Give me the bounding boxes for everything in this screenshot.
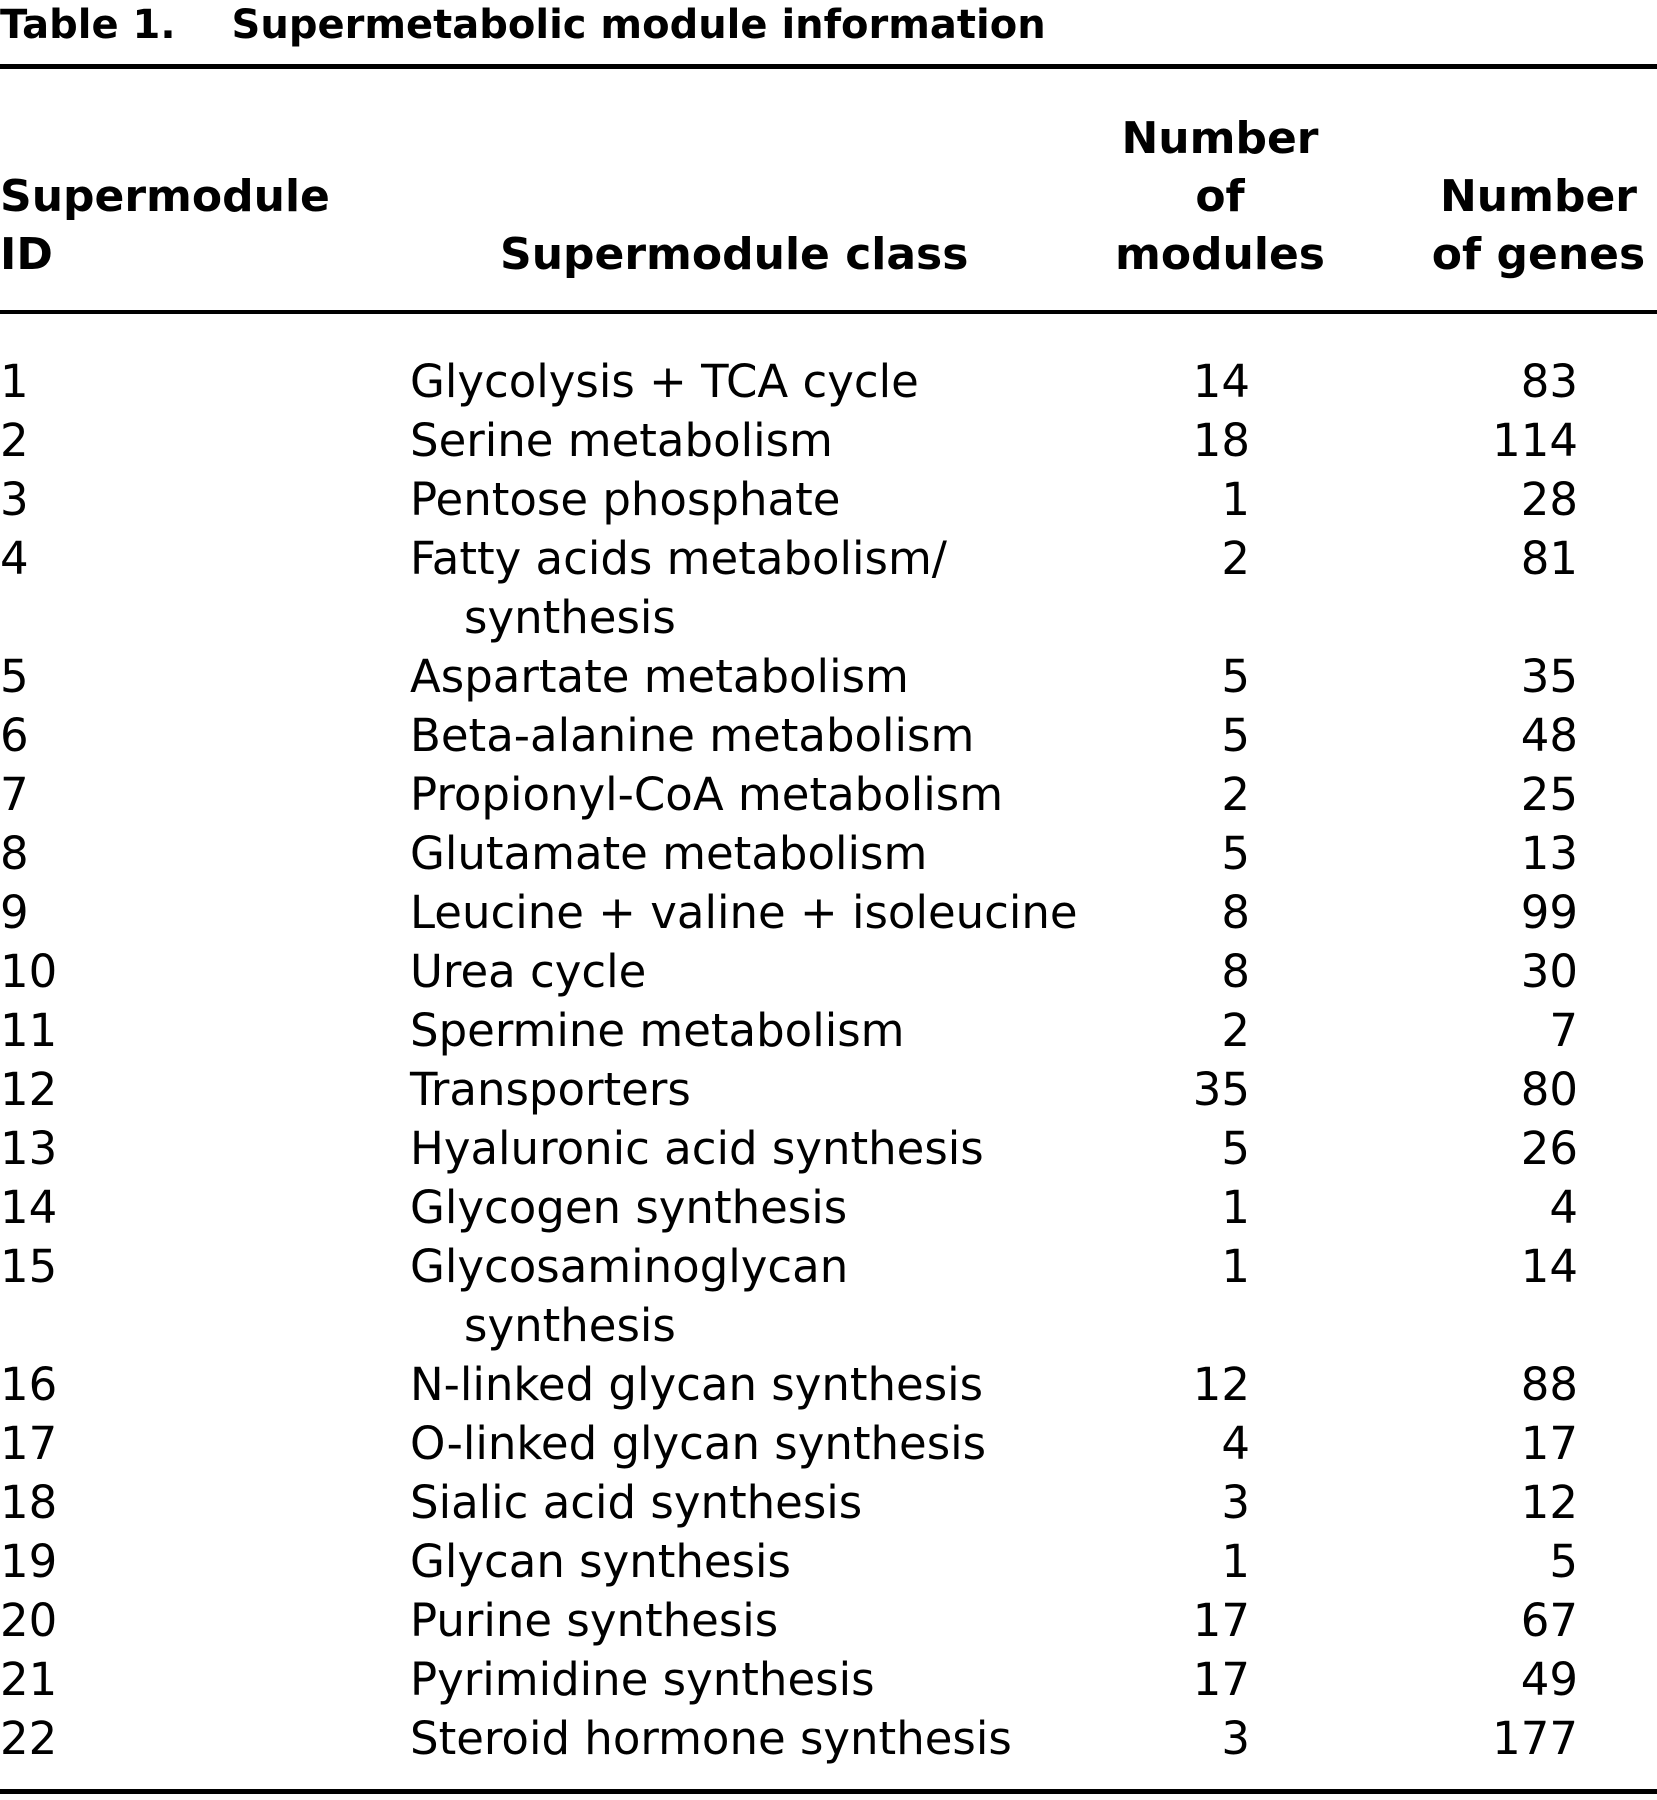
cell-number-of-genes: 67: [1520, 1594, 1578, 1647]
cell-number-of-genes: 99: [1520, 886, 1578, 939]
cell-class-line: Beta-alanine metabolism: [410, 709, 975, 762]
cell-number-of-modules: 5: [1221, 650, 1250, 703]
cell-supermodule-id: 2: [0, 414, 29, 467]
table-caption: [0, 0, 1046, 50]
cell-number-of-genes: 7: [1549, 1004, 1578, 1057]
cell-supermodule-class: [410, 765, 1100, 824]
cell-number-of-genes: 4: [1549, 1181, 1578, 1234]
cell-number-of-modules: 1: [1221, 473, 1250, 526]
table-row: [0, 1060, 1657, 1119]
cell-supermodule-id: 1: [0, 355, 29, 408]
cell-number-of-genes: 25: [1520, 768, 1578, 821]
cell-supermodule-id: 5: [0, 650, 29, 703]
table-row: [0, 883, 1657, 942]
cell-number-of-modules: 5: [1221, 709, 1250, 762]
cell-supermodule-class: [410, 1119, 1100, 1178]
cell-class-line: Sialic acid synthesis: [410, 1476, 863, 1529]
cell-number-of-modules: 8: [1221, 945, 1250, 998]
cell-number-of-genes: 114: [1492, 414, 1578, 467]
header-number-of-modules: [1110, 110, 1330, 284]
cell-class-line: synthesis: [464, 591, 676, 644]
cell-class-line: synthesis: [464, 1299, 676, 1352]
cell-supermodule-id: 13: [0, 1122, 58, 1175]
cell-class-line: Aspartate metabolism: [410, 650, 909, 703]
cell-number-of-genes: 49: [1520, 1653, 1578, 1706]
cell-number-of-modules: 8: [1221, 886, 1250, 939]
table-body: [0, 352, 1657, 1768]
cell-supermodule-class: [410, 1178, 1100, 1237]
cell-class-line: Glycogen synthesis: [410, 1181, 848, 1234]
cell-number-of-modules: 1: [1221, 1181, 1250, 1234]
cell-number-of-genes: 26: [1520, 1122, 1578, 1175]
table-row: [0, 1709, 1657, 1768]
cell-supermodule-class: [410, 1650, 1100, 1709]
cell-supermodule-id: 3: [0, 473, 29, 526]
cell-supermodule-class: [410, 1532, 1100, 1591]
cell-supermodule-class: [410, 1355, 1100, 1414]
header-text: Number: [1439, 171, 1638, 222]
cell-class-line: Propionyl-CoA metabolism: [410, 768, 1004, 821]
cell-number-of-modules: 2: [1221, 532, 1250, 585]
cell-class-line: Leucine + valine + isoleucine: [410, 886, 1078, 939]
cell-supermodule-class: [410, 1709, 1100, 1768]
cell-supermodule-class: [410, 1237, 1100, 1355]
table-row: [0, 352, 1657, 411]
cell-supermodule-id: 19: [0, 1535, 58, 1588]
cell-number-of-genes: 13: [1520, 827, 1578, 880]
table-row: [0, 1001, 1657, 1060]
table-row: [0, 529, 1657, 647]
cell-supermodule-class: [410, 1473, 1100, 1532]
cell-class-line: Spermine metabolism: [410, 1004, 905, 1057]
cell-supermodule-id: 4: [0, 532, 29, 585]
table-header: [0, 104, 1657, 284]
header-rule: [0, 310, 1657, 314]
cell-number-of-genes: 28: [1520, 473, 1578, 526]
bottom-rule: [0, 1789, 1657, 1794]
table-row: [0, 706, 1657, 765]
cell-number-of-modules: 1: [1221, 1535, 1250, 1588]
cell-number-of-modules: 18: [1192, 414, 1250, 467]
header-text: of: [1195, 171, 1245, 222]
cell-number-of-genes: 177: [1492, 1712, 1578, 1765]
cell-number-of-modules: 12: [1192, 1358, 1250, 1411]
cell-supermodule-class: [410, 1414, 1100, 1473]
cell-supermodule-id: 20: [0, 1594, 58, 1647]
cell-supermodule-id: 10: [0, 945, 58, 998]
header-supermodule-class: [500, 226, 968, 284]
header-supermodule-id: [0, 168, 330, 284]
cell-number-of-modules: 17: [1192, 1653, 1250, 1706]
cell-number-of-genes: 83: [1520, 355, 1578, 408]
cell-class-line: Pyrimidine synthesis: [410, 1653, 875, 1706]
cell-class-line: Steroid hormone synthesis: [410, 1712, 1012, 1765]
table-row: [0, 1355, 1657, 1414]
table-row: [0, 824, 1657, 883]
cell-class-line: Glycan synthesis: [410, 1535, 791, 1588]
cell-supermodule-class: [410, 647, 1100, 706]
cell-number-of-modules: 17: [1192, 1594, 1250, 1647]
cell-supermodule-class: [410, 706, 1100, 765]
header-text: Supermodule class: [500, 229, 969, 280]
cell-supermodule-id: 8: [0, 827, 29, 880]
cell-supermodule-class: [410, 1060, 1100, 1119]
cell-number-of-genes: 88: [1520, 1358, 1578, 1411]
header-text: modules: [1114, 229, 1325, 280]
table-row: [0, 1237, 1657, 1355]
header-text: Number: [1121, 113, 1319, 164]
cell-class-line: Pentose phosphate: [410, 473, 841, 526]
cell-number-of-modules: 5: [1221, 827, 1250, 880]
cell-number-of-genes: 14: [1520, 1240, 1578, 1293]
cell-supermodule-class: [410, 824, 1100, 883]
table-row: [0, 1178, 1657, 1237]
cell-class-line: Glutamate metabolism: [410, 827, 928, 880]
top-rule: [0, 64, 1657, 69]
cell-class-line: Urea cycle: [410, 945, 647, 998]
table-row: [0, 1650, 1657, 1709]
table-row: [0, 1532, 1657, 1591]
table-row: [0, 647, 1657, 706]
cell-number-of-modules: 3: [1221, 1476, 1250, 1529]
cell-supermodule-class: [410, 529, 1100, 647]
table-row: [0, 1473, 1657, 1532]
cell-number-of-genes: 5: [1549, 1535, 1578, 1588]
cell-number-of-modules: 35: [1192, 1063, 1250, 1116]
cell-class-line: Purine synthesis: [410, 1594, 779, 1647]
cell-supermodule-id: 11: [0, 1004, 58, 1057]
cell-supermodule-id: 18: [0, 1476, 58, 1529]
cell-class-line: Glycolysis + TCA cycle: [410, 355, 919, 408]
cell-supermodule-class: [410, 1591, 1100, 1650]
cell-number-of-genes: 35: [1520, 650, 1578, 703]
cell-supermodule-id: 6: [0, 709, 29, 762]
table-row: [0, 765, 1657, 824]
cell-supermodule-id: 7: [0, 768, 29, 821]
cell-supermodule-class: [410, 883, 1100, 942]
table-row: [0, 1591, 1657, 1650]
cell-supermodule-id: 15: [0, 1240, 58, 1293]
cell-class-line: O-linked glycan synthesis: [410, 1417, 987, 1470]
caption-title: Supermetabolic module information: [231, 2, 1046, 48]
header-number-of-genes: [1420, 168, 1657, 284]
cell-number-of-modules: 4: [1221, 1417, 1250, 1470]
cell-number-of-genes: 48: [1520, 709, 1578, 762]
cell-class-line: N-linked glycan synthesis: [410, 1358, 984, 1411]
cell-class-line: Glycosaminoglycan: [410, 1240, 849, 1293]
cell-number-of-genes: 80: [1520, 1063, 1578, 1116]
cell-supermodule-id: 16: [0, 1358, 58, 1411]
cell-class-line: Serine metabolism: [410, 414, 833, 467]
cell-number-of-genes: 30: [1520, 945, 1578, 998]
cell-class-line: Transporters: [410, 1063, 691, 1116]
cell-supermodule-class: [410, 470, 1100, 529]
cell-number-of-modules: 2: [1221, 1004, 1250, 1057]
cell-supermodule-class: [410, 352, 1100, 411]
header-text: ID: [0, 229, 53, 280]
table-row: [0, 1414, 1657, 1473]
cell-supermodule-id: 9: [0, 886, 29, 939]
cell-class-line: Hyaluronic acid synthesis: [410, 1122, 984, 1175]
cell-supermodule-id: 12: [0, 1063, 58, 1116]
cell-supermodule-class: [410, 411, 1100, 470]
table-row: [0, 942, 1657, 1001]
cell-number-of-modules: 14: [1192, 355, 1250, 408]
cell-class-line: Fatty acids metabolism/: [410, 532, 947, 585]
cell-number-of-modules: 3: [1221, 1712, 1250, 1765]
table-row: [0, 1119, 1657, 1178]
header-text: Supermodule: [0, 171, 330, 222]
cell-supermodule-id: 21: [0, 1653, 58, 1706]
cell-number-of-modules: 1: [1221, 1240, 1250, 1293]
table-row: [0, 470, 1657, 529]
cell-supermodule-class: [410, 1001, 1100, 1060]
cell-supermodule-class: [410, 942, 1100, 1001]
cell-supermodule-id: 17: [0, 1417, 58, 1470]
cell-supermodule-id: 14: [0, 1181, 58, 1234]
cell-number-of-genes: 81: [1520, 532, 1578, 585]
cell-number-of-genes: 12: [1520, 1476, 1578, 1529]
cell-supermodule-id: 22: [0, 1712, 58, 1765]
table-row: [0, 411, 1657, 470]
cell-number-of-modules: 2: [1221, 768, 1250, 821]
cell-number-of-genes: 17: [1520, 1417, 1578, 1470]
header-text: of genes: [1431, 229, 1646, 280]
caption-label: Table 1.: [0, 2, 176, 48]
cell-number-of-modules: 5: [1221, 1122, 1250, 1175]
